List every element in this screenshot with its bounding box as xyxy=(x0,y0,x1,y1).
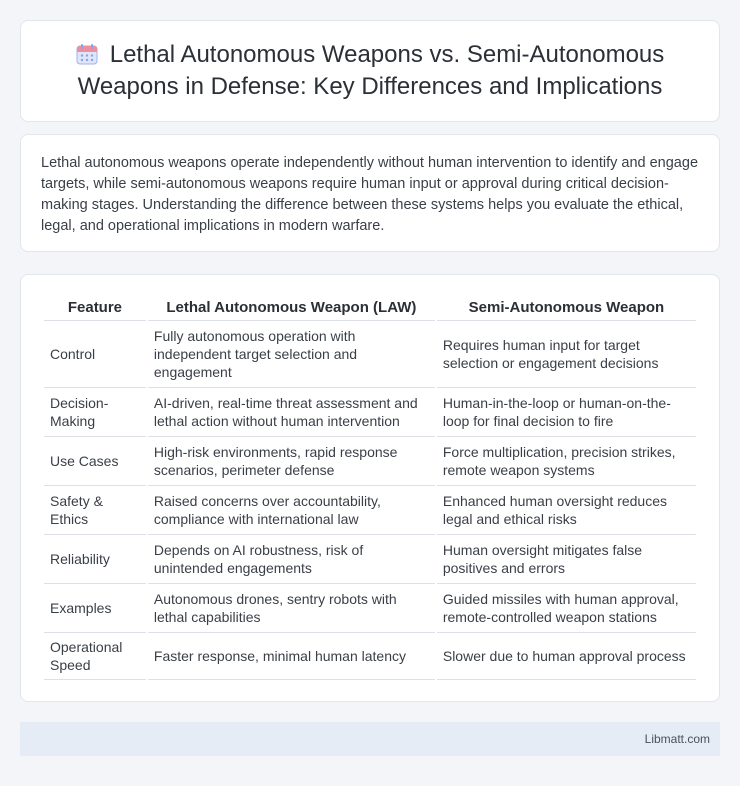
feature-cell: Use Cases xyxy=(44,437,146,486)
calendar-icon xyxy=(76,43,98,65)
semi-cell: Force multiplication, precision strikes, remote weapon systems xyxy=(437,437,696,486)
feature-cell: Safety & Ethics xyxy=(44,486,146,535)
law-cell: Faster response, minimal human latency xyxy=(148,633,435,680)
semi-cell: Slower due to human approval process xyxy=(437,633,696,680)
table-row xyxy=(44,535,696,584)
feature-cell: Control xyxy=(44,321,146,388)
title-card xyxy=(20,20,720,122)
table-row xyxy=(44,388,696,437)
law-cell: AI-driven, real-time threat assessment and lethal action without human intervention xyxy=(148,388,435,437)
table-row xyxy=(44,437,696,486)
semi-cell: Human oversight mitigates false positives and errors xyxy=(437,535,696,584)
header-feature: Feature xyxy=(44,295,146,321)
feature-cell: Operational Speed xyxy=(44,633,146,680)
semi-cell: Requires human input for target selection or engagement decisions xyxy=(437,321,696,388)
table-header-row xyxy=(44,295,696,321)
law-cell: Depends on AI robustness, risk of unintended engagements xyxy=(148,535,435,584)
table-row xyxy=(44,321,696,388)
semi-cell: Guided missiles with human approval, remote-controlled weapon stations xyxy=(437,584,696,633)
law-cell: High-risk environments, rapid response scenarios, perimeter defense xyxy=(148,437,435,486)
law-cell: Autonomous drones, sentry robots with lethal capabilities xyxy=(148,584,435,633)
law-cell: Fully autonomous operation with independent target selection and engagement xyxy=(148,321,435,388)
comparison-table xyxy=(42,295,698,680)
intro-card xyxy=(20,134,720,252)
table-row xyxy=(44,486,696,535)
semi-cell: Human-in-the-loop or human-on-the-loop for final decision to fire xyxy=(437,388,696,437)
page-title xyxy=(51,39,689,103)
semi-cell: Enhanced human oversight reduces legal and ethical risks xyxy=(437,486,696,535)
feature-cell: Reliability xyxy=(44,535,146,584)
header-semi-autonomous: Semi-Autonomous Weapon xyxy=(437,295,696,321)
header-law: Lethal Autonomous Weapon (LAW) xyxy=(148,295,435,321)
table-row xyxy=(44,633,696,680)
feature-cell: Examples xyxy=(44,584,146,633)
table-row xyxy=(44,584,696,633)
comparison-card xyxy=(20,274,720,702)
law-cell: Raised concerns over accountability, compliance with international law xyxy=(148,486,435,535)
intro-paragraph: Lethal autonomous weapons operate independently without human intervention to identify and engage targets, while semi-autonomous weapons require human input or approval during critical decision-making stages. Understanding the difference between these systems helps you evaluate the ethical, legal, and operational implications in modern warfare. xyxy=(41,155,699,234)
page-title-text: Lethal Autonomous Weapons vs. Semi-Autonomous Weapons in Defense: Key Differences and Implications xyxy=(77,41,665,100)
footer-brand[interactable]: Libmatt.com xyxy=(644,732,710,746)
footer xyxy=(20,722,720,756)
feature-cell: Decision-Making xyxy=(44,388,146,437)
